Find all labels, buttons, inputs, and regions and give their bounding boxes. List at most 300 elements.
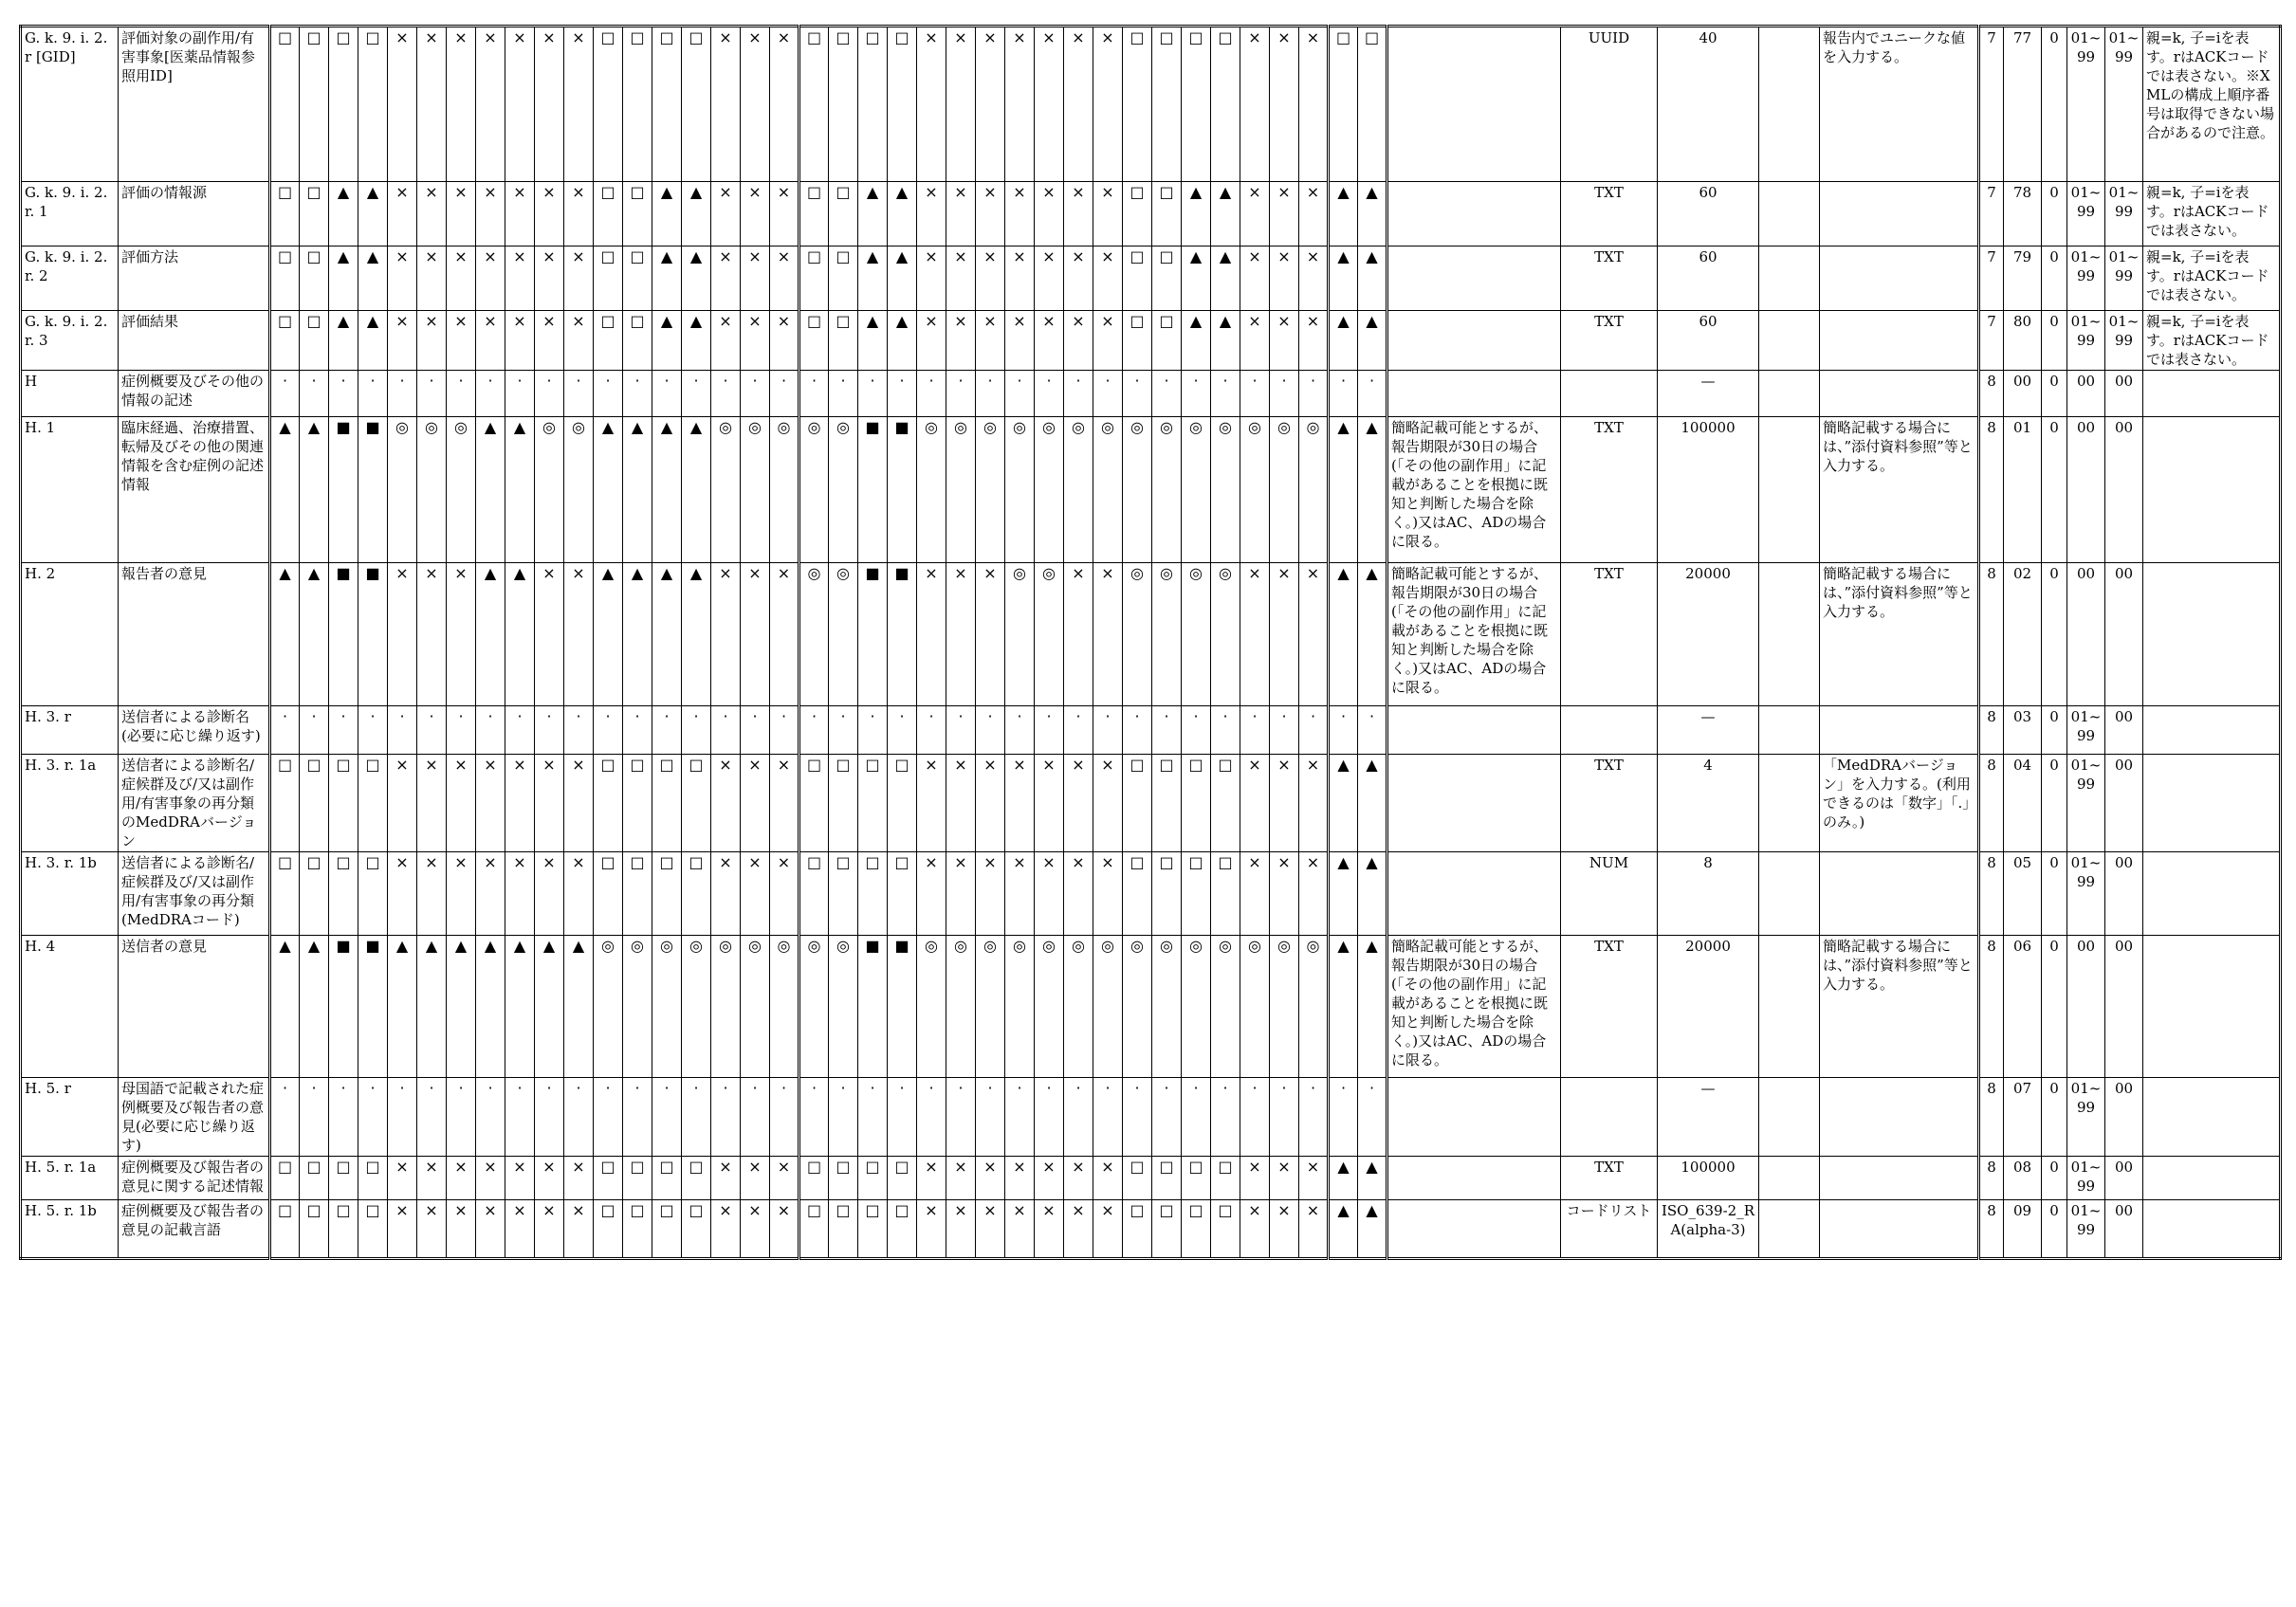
- mark-cell: ×: [1240, 182, 1270, 247]
- mark-cell: ·: [1240, 706, 1270, 755]
- code-number-cell: 09: [2004, 1200, 2042, 1259]
- mark-cell: ×: [917, 1200, 946, 1259]
- mark-cell: □: [300, 27, 329, 182]
- input-note-cell: 簡略記載する場合には、”添付資料参照”等と入力する。: [1820, 417, 1979, 563]
- input-note-cell: [1820, 706, 1979, 755]
- code-number-cell: 8: [1979, 1157, 2004, 1200]
- mark-cell: ×: [770, 247, 799, 311]
- mark-cell: ×: [417, 311, 447, 371]
- mark-cell: ▲: [1358, 852, 1387, 936]
- mark-cell: ×: [1035, 27, 1064, 182]
- mark-cell: ◎: [770, 936, 799, 1078]
- condition-note-cell: [1387, 311, 1561, 371]
- mark-cell: ▲: [682, 182, 711, 247]
- code-number-cell: 00: [2105, 1078, 2143, 1157]
- mark-cell: ×: [535, 852, 564, 936]
- mark-cell: ·: [1035, 706, 1064, 755]
- mark-cell: ·: [1358, 371, 1387, 417]
- mark-cell: □: [358, 755, 388, 852]
- mark-cell: ◎: [1123, 417, 1152, 563]
- condition-note-cell: [1387, 706, 1561, 755]
- mark-cell: ×: [535, 311, 564, 371]
- mark-cell: □: [1123, 182, 1152, 247]
- mark-cell: ◎: [1093, 417, 1123, 563]
- code-number-cell: 01~99: [2067, 1157, 2105, 1200]
- mark-cell: □: [1211, 1200, 1240, 1259]
- spacer-cell: [1759, 755, 1820, 852]
- mark-cell: □: [682, 852, 711, 936]
- item-name-cell: 評価の情報源: [119, 182, 270, 247]
- mark-cell: ·: [1093, 371, 1123, 417]
- mark-cell: □: [1182, 755, 1211, 852]
- mark-cell: ×: [447, 311, 476, 371]
- mark-cell: ×: [1299, 852, 1329, 936]
- mark-cell: ·: [476, 371, 505, 417]
- mark-cell: □: [829, 852, 858, 936]
- item-name-cell: 評価方法: [119, 247, 270, 311]
- remark-cell: [2143, 1200, 2281, 1259]
- mark-cell: ·: [300, 706, 329, 755]
- mark-cell: □: [1152, 182, 1182, 247]
- item-number-cell: H. 3. r: [21, 706, 119, 755]
- item-name-cell: 送信者による診断名(必要に応じ繰り返す): [119, 706, 270, 755]
- length-cell: 20000: [1658, 936, 1759, 1078]
- spacer-cell: [1759, 1078, 1820, 1157]
- mark-cell: ×: [1270, 182, 1299, 247]
- mark-cell: ×: [946, 247, 976, 311]
- code-number-cell: 79: [2004, 247, 2042, 311]
- mark-cell: ◎: [829, 936, 858, 1078]
- condition-note-cell: [1387, 247, 1561, 311]
- code-number-cell: 7: [1979, 27, 2004, 182]
- mark-cell: ·: [447, 1078, 476, 1157]
- mark-cell: ◎: [711, 936, 741, 1078]
- input-note-cell: [1820, 852, 1979, 936]
- mark-cell: ■: [358, 563, 388, 706]
- mark-cell: ·: [682, 706, 711, 755]
- mark-cell: ×: [770, 755, 799, 852]
- mark-cell: ·: [358, 706, 388, 755]
- mark-cell: ×: [417, 247, 447, 311]
- mark-cell: ·: [888, 1078, 917, 1157]
- mark-cell: ×: [917, 852, 946, 936]
- code-number-cell: 01~99: [2067, 247, 2105, 311]
- mark-cell: □: [1123, 311, 1152, 371]
- mark-cell: ·: [1329, 371, 1358, 417]
- mark-cell: ◎: [1299, 417, 1329, 563]
- mark-cell: □: [1123, 1200, 1152, 1259]
- mark-cell: ×: [1064, 311, 1093, 371]
- mark-cell: ×: [976, 1157, 1005, 1200]
- mark-cell: ·: [505, 706, 535, 755]
- mark-cell: ×: [741, 27, 770, 182]
- mark-cell: ×: [946, 311, 976, 371]
- mark-cell: ·: [770, 706, 799, 755]
- mark-cell: □: [829, 755, 858, 852]
- mark-cell: ▲: [858, 182, 888, 247]
- spacer-cell: [1759, 371, 1820, 417]
- mark-cell: ·: [1358, 706, 1387, 755]
- mark-cell: ▲: [594, 563, 623, 706]
- mark-cell: ×: [770, 1157, 799, 1200]
- mark-cell: ·: [799, 1078, 829, 1157]
- mark-cell: ×: [1035, 1157, 1064, 1200]
- mark-cell: □: [594, 247, 623, 311]
- mark-cell: □: [858, 1200, 888, 1259]
- mark-cell: ·: [1035, 371, 1064, 417]
- mark-cell: ×: [711, 755, 741, 852]
- mark-cell: ◎: [1211, 417, 1240, 563]
- mark-cell: ·: [1152, 371, 1182, 417]
- mark-cell: ·: [1299, 1078, 1329, 1157]
- mark-cell: □: [1152, 852, 1182, 936]
- mark-cell: ×: [1064, 563, 1093, 706]
- code-number-cell: 77: [2004, 27, 2042, 182]
- mark-cell: ◎: [1005, 563, 1035, 706]
- mark-cell: □: [300, 755, 329, 852]
- mark-cell: ×: [1270, 563, 1299, 706]
- mark-cell: ×: [770, 311, 799, 371]
- mark-cell: ◎: [799, 417, 829, 563]
- mark-cell: □: [623, 1157, 652, 1200]
- mark-cell: ×: [976, 755, 1005, 852]
- spacer-cell: [1759, 1157, 1820, 1200]
- mark-cell: ·: [829, 706, 858, 755]
- mark-cell: □: [594, 27, 623, 182]
- mark-cell: ·: [652, 371, 682, 417]
- mark-cell: ·: [505, 371, 535, 417]
- mark-cell: ×: [711, 182, 741, 247]
- mark-cell: ◎: [829, 563, 858, 706]
- mark-cell: ▲: [447, 936, 476, 1078]
- mark-cell: ▲: [1358, 417, 1387, 563]
- mark-cell: ×: [417, 27, 447, 182]
- mark-cell: ·: [1329, 1078, 1358, 1157]
- code-number-cell: 00: [2105, 371, 2143, 417]
- mark-cell: ·: [476, 1078, 505, 1157]
- mark-cell: ×: [476, 247, 505, 311]
- condition-note-cell: [1387, 371, 1561, 417]
- mark-cell: □: [858, 1157, 888, 1200]
- code-number-cell: 80: [2004, 311, 2042, 371]
- data-type-cell: UUID: [1561, 27, 1658, 182]
- mark-cell: ◎: [1005, 417, 1035, 563]
- mark-cell: ▲: [682, 311, 711, 371]
- mark-cell: ×: [1093, 1157, 1123, 1200]
- mark-cell: ·: [476, 706, 505, 755]
- code-number-cell: 01~99: [2105, 311, 2143, 371]
- mark-cell: □: [594, 1157, 623, 1200]
- code-number-cell: 78: [2004, 182, 2042, 247]
- mark-cell: ×: [1270, 755, 1299, 852]
- code-number-cell: 07: [2004, 1078, 2042, 1157]
- mark-cell: ×: [447, 182, 476, 247]
- item-name-cell: 送信者の意見: [119, 936, 270, 1078]
- mark-cell: ▲: [1329, 182, 1358, 247]
- condition-note-cell: [1387, 1157, 1561, 1200]
- condition-note-cell: [1387, 27, 1561, 182]
- remark-cell: [2143, 706, 2281, 755]
- mark-cell: □: [888, 852, 917, 936]
- mark-cell: ×: [564, 563, 594, 706]
- mark-cell: ■: [358, 936, 388, 1078]
- code-number-cell: 8: [1979, 706, 2004, 755]
- code-number-cell: 7: [1979, 311, 2004, 371]
- mark-cell: ×: [505, 311, 535, 371]
- mark-cell: ◎: [917, 936, 946, 1078]
- code-number-cell: 00: [2105, 852, 2143, 936]
- mark-cell: ·: [711, 706, 741, 755]
- mark-cell: □: [799, 247, 829, 311]
- mark-cell: ·: [1299, 706, 1329, 755]
- mark-cell: ·: [447, 371, 476, 417]
- mark-cell: ·: [799, 706, 829, 755]
- mark-cell: ·: [1005, 371, 1035, 417]
- item-number-cell: G. k. 9. i. 2. r [GID]: [21, 27, 119, 182]
- mark-cell: ·: [1064, 706, 1093, 755]
- mark-cell: ◎: [417, 417, 447, 563]
- mark-cell: □: [623, 755, 652, 852]
- mark-cell: ▲: [1358, 563, 1387, 706]
- code-number-cell: 8: [1979, 1078, 2004, 1157]
- table-row: [21, 852, 2281, 936]
- mark-cell: ·: [1211, 371, 1240, 417]
- table-row: [21, 706, 2281, 755]
- mark-cell: ·: [564, 371, 594, 417]
- input-note-cell: [1820, 311, 1979, 371]
- mark-cell: ·: [1123, 706, 1152, 755]
- mark-cell: ×: [447, 247, 476, 311]
- mark-cell: ◎: [1270, 417, 1299, 563]
- mark-cell: ◎: [1211, 563, 1240, 706]
- code-number-cell: 8: [1979, 417, 2004, 563]
- code-number-cell: 7: [1979, 182, 2004, 247]
- mark-cell: ×: [711, 311, 741, 371]
- mark-cell: ×: [447, 563, 476, 706]
- code-number-cell: 0: [2042, 1078, 2067, 1157]
- mark-cell: ▲: [682, 563, 711, 706]
- mark-cell: ×: [417, 852, 447, 936]
- mark-cell: ×: [535, 1157, 564, 1200]
- item-number-cell: H. 4: [21, 936, 119, 1078]
- mark-cell: ×: [917, 563, 946, 706]
- mark-cell: □: [799, 27, 829, 182]
- mark-cell: ×: [1270, 311, 1299, 371]
- mark-cell: ▲: [1329, 311, 1358, 371]
- mark-cell: ◎: [1093, 936, 1123, 1078]
- remark-cell: [2143, 563, 2281, 706]
- mark-cell: □: [1152, 247, 1182, 311]
- mark-cell: ·: [1123, 1078, 1152, 1157]
- mark-cell: ×: [1005, 755, 1035, 852]
- mark-cell: ×: [388, 182, 417, 247]
- code-number-cell: 00: [2105, 563, 2143, 706]
- mark-cell: □: [358, 1157, 388, 1200]
- mark-cell: ▲: [505, 417, 535, 563]
- mark-cell: ×: [1299, 1157, 1329, 1200]
- code-number-cell: 01~99: [2067, 1078, 2105, 1157]
- data-type-cell: TXT: [1561, 936, 1658, 1078]
- mark-cell: ×: [711, 1200, 741, 1259]
- mark-cell: ▲: [1358, 755, 1387, 852]
- mark-cell: □: [1123, 852, 1152, 936]
- code-number-cell: 0: [2042, 852, 2067, 936]
- mark-cell: ◎: [976, 936, 1005, 1078]
- code-number-cell: 01~99: [2067, 1200, 2105, 1259]
- mark-cell: ▲: [858, 247, 888, 311]
- item-name-cell: 母国語で記載された症例概要及び報告者の意見(必要に応じ繰り返す): [119, 1078, 270, 1157]
- mark-cell: ·: [623, 1078, 652, 1157]
- mark-cell: ×: [1270, 247, 1299, 311]
- mark-cell: □: [270, 1157, 300, 1200]
- mark-cell: ▲: [1329, 1157, 1358, 1200]
- mark-cell: ×: [388, 247, 417, 311]
- mark-cell: ▲: [652, 247, 682, 311]
- mark-cell: ▲: [505, 563, 535, 706]
- code-number-cell: 01~99: [2105, 182, 2143, 247]
- mark-cell: ▲: [1329, 755, 1358, 852]
- mark-cell: ■: [888, 417, 917, 563]
- mark-cell: ×: [741, 852, 770, 936]
- mark-cell: ◎: [1270, 936, 1299, 1078]
- item-number-cell: H. 5. r. 1b: [21, 1200, 119, 1259]
- mark-cell: ·: [741, 1078, 770, 1157]
- mark-cell: □: [270, 247, 300, 311]
- mark-cell: □: [329, 1200, 358, 1259]
- mark-cell: ▲: [1329, 1200, 1358, 1259]
- mark-cell: ×: [1093, 755, 1123, 852]
- mark-cell: ×: [1035, 311, 1064, 371]
- mark-cell: □: [858, 852, 888, 936]
- mark-cell: ▲: [1329, 417, 1358, 563]
- mark-cell: ×: [741, 247, 770, 311]
- code-number-cell: 02: [2004, 563, 2042, 706]
- mark-cell: ▲: [652, 182, 682, 247]
- mark-cell: ·: [623, 371, 652, 417]
- mark-cell: ·: [417, 706, 447, 755]
- mark-cell: ▲: [564, 936, 594, 1078]
- spacer-cell: [1759, 1200, 1820, 1259]
- mark-cell: ×: [1005, 182, 1035, 247]
- mark-cell: ×: [535, 1200, 564, 1259]
- mark-cell: ×: [976, 563, 1005, 706]
- mark-cell: ×: [388, 852, 417, 936]
- mark-cell: ×: [1299, 182, 1329, 247]
- mark-cell: □: [682, 1200, 711, 1259]
- mark-cell: ·: [358, 1078, 388, 1157]
- mark-cell: ▲: [888, 247, 917, 311]
- mark-cell: ·: [711, 1078, 741, 1157]
- mark-cell: ▲: [652, 563, 682, 706]
- mark-cell: □: [1358, 27, 1387, 182]
- mark-cell: ·: [1182, 371, 1211, 417]
- code-number-cell: 01~99: [2067, 755, 2105, 852]
- mark-cell: ×: [1093, 247, 1123, 311]
- length-cell: 8: [1658, 852, 1759, 936]
- mark-cell: ·: [652, 706, 682, 755]
- mark-cell: ▲: [652, 417, 682, 563]
- code-number-cell: 00: [2105, 706, 2143, 755]
- mark-cell: ×: [1093, 311, 1123, 371]
- mark-cell: ▲: [682, 417, 711, 563]
- mark-cell: ▲: [594, 417, 623, 563]
- table-row: [21, 27, 2281, 182]
- mark-cell: ×: [1240, 755, 1270, 852]
- mark-cell: ×: [1270, 852, 1299, 936]
- mark-cell: □: [1152, 311, 1182, 371]
- mark-cell: ·: [329, 1078, 358, 1157]
- mark-cell: ■: [329, 417, 358, 563]
- item-number-cell: H. 3. r. 1a: [21, 755, 119, 852]
- code-number-cell: 05: [2004, 852, 2042, 936]
- mark-cell: □: [1211, 27, 1240, 182]
- mark-cell: □: [682, 27, 711, 182]
- mark-cell: ·: [888, 706, 917, 755]
- mark-cell: ×: [976, 27, 1005, 182]
- mark-cell: □: [1152, 27, 1182, 182]
- remark-cell: [2143, 371, 2281, 417]
- mark-cell: ▲: [1329, 247, 1358, 311]
- mark-cell: □: [1123, 247, 1152, 311]
- mark-cell: □: [623, 182, 652, 247]
- spacer-cell: [1759, 706, 1820, 755]
- length-cell: 40: [1658, 27, 1759, 182]
- mark-cell: ×: [976, 247, 1005, 311]
- item-name-cell: 臨床経過、治療措置、転帰及びその他の関連情報を含む症例の記述情報: [119, 417, 270, 563]
- mark-cell: ×: [476, 852, 505, 936]
- code-number-cell: 8: [1979, 936, 2004, 1078]
- code-number-cell: 8: [1979, 1200, 2004, 1259]
- data-type-cell: NUM: [1561, 852, 1658, 936]
- mark-cell: ·: [388, 1078, 417, 1157]
- mark-cell: ◎: [917, 417, 946, 563]
- code-number-cell: 00: [2067, 936, 2105, 1078]
- mark-cell: ▲: [358, 311, 388, 371]
- mark-cell: □: [300, 311, 329, 371]
- mark-cell: ▲: [300, 563, 329, 706]
- mark-cell: ·: [300, 371, 329, 417]
- mark-cell: □: [1123, 755, 1152, 852]
- mark-cell: ×: [1299, 27, 1329, 182]
- mark-cell: □: [799, 311, 829, 371]
- table-row: [21, 755, 2281, 852]
- mark-cell: ×: [447, 27, 476, 182]
- mark-cell: ·: [270, 371, 300, 417]
- mark-cell: □: [1211, 852, 1240, 936]
- mark-cell: ·: [946, 706, 976, 755]
- mark-cell: ×: [711, 852, 741, 936]
- mark-cell: ·: [535, 1078, 564, 1157]
- mark-cell: ×: [917, 27, 946, 182]
- mark-cell: ◎: [1005, 936, 1035, 1078]
- mark-cell: ×: [417, 563, 447, 706]
- mark-cell: ·: [270, 706, 300, 755]
- mark-cell: ×: [711, 1157, 741, 1200]
- mark-cell: □: [829, 1157, 858, 1200]
- mark-cell: ◎: [682, 936, 711, 1078]
- item-number-cell: G. k. 9. i. 2. r. 3: [21, 311, 119, 371]
- mark-cell: □: [594, 182, 623, 247]
- spacer-cell: [1759, 247, 1820, 311]
- input-note-cell: 簡略記載する場合には、”添付資料参照”等と入力する。: [1820, 936, 1979, 1078]
- mark-cell: ▲: [623, 417, 652, 563]
- remark-cell: 親=k, 子=iを表す。rはACKコードでは表さない。: [2143, 247, 2281, 311]
- mark-cell: ·: [1152, 706, 1182, 755]
- mark-cell: ×: [1064, 1200, 1093, 1259]
- code-number-cell: 0: [2042, 27, 2067, 182]
- mark-cell: ◎: [1152, 936, 1182, 1078]
- mark-cell: ◎: [1123, 936, 1152, 1078]
